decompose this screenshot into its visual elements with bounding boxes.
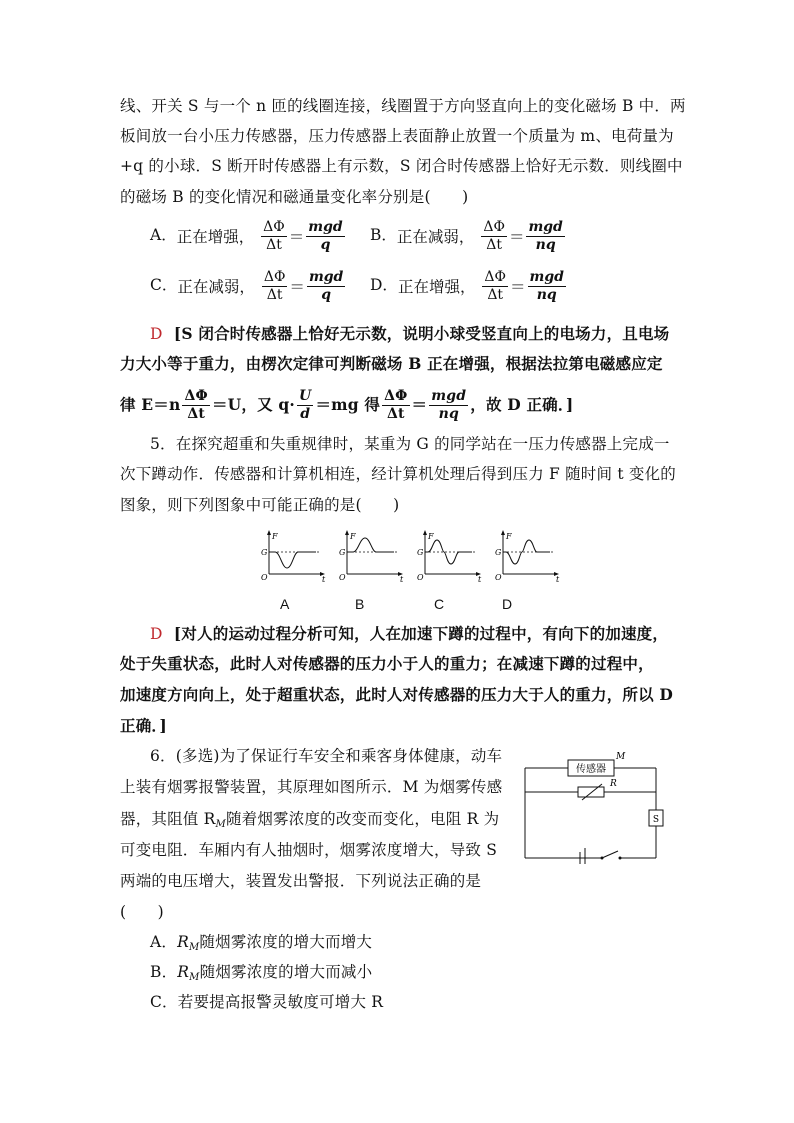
text-seg: ，故 D 正确．] <box>470 395 574 414</box>
q5-stem-line-2: 次下蹲动作．传感器和计算机相连，经计算机处理后得到压力 F 随时间 t 变化的 <box>120 465 676 483</box>
q6-stem-line-6: ( ) <box>120 903 164 921</box>
fraction-mgd-nq: $\frac{\text{mgd}}{nq}$ <box>431 387 467 422</box>
q6-option-c <box>150 992 383 1012</box>
axis-o-label: O <box>339 573 346 582</box>
axis-f-label: F <box>350 532 356 541</box>
q5-graphs <box>258 528 558 586</box>
axis-f-label: F <box>506 532 512 541</box>
label-r: R <box>610 779 617 789</box>
fraction-u-d: $\frac{U}{d}$ <box>299 387 312 422</box>
variable-resistor-r <box>578 787 604 797</box>
option-letter: B． <box>370 226 397 245</box>
option-text: 随烟雾浓度的增大而减小 <box>199 963 373 981</box>
q6-option-b <box>150 962 372 988</box>
axis-f-label: F <box>428 532 434 541</box>
option-letter: D． <box>370 276 398 295</box>
fraction-rhs: $\frac{\text{mgd}}{nq}$ <box>528 219 563 253</box>
q4-option-d: D．正在增强， $\frac{\Delta\Phi}{\Delta t}$ ＝ $\frac{\text{mgd}}{nq}$ <box>370 269 564 303</box>
fraction-rhs: $\frac{\text{mgd}}{q}$ <box>308 219 343 253</box>
axis-o-label: O <box>261 573 268 582</box>
q5-stem-line-3: 图象，则下列图象中可能正确的是( ) <box>120 496 400 514</box>
symbol-r: R <box>177 933 189 951</box>
fraction-phi-2: $\frac{\Delta\Phi}{\Delta t}$ <box>384 387 408 422</box>
q4-option-c: C．正在减弱， $\frac{\Delta\Phi}{\Delta t}$ ＝ $\frac{\text{mgd}}{q}$ <box>150 269 344 303</box>
graph-label-d: D <box>502 596 513 612</box>
axis-f-label: F <box>272 532 278 541</box>
q4-explanation-line-3: 律 E＝n $\frac{\Delta\Phi}{\Delta t}$ ＝U，又 q· $\frac{U}{d}$ ＝mg 得 $\frac{\Delta\Phi}{\Delta t}$ ＝ $\frac{\text{mgd}}{nq}$ ，故 D 正确．] <box>120 384 573 425</box>
graph-a <box>261 530 326 584</box>
q6-stem-line-2: 上装有烟雾报警装置，其原理如图所示．M 为烟雾传感 <box>120 778 503 796</box>
q5-explanation-line-3: 加速度方向向上，处于超重状态，此时人对传感器的压力大于人的重力，所以 D <box>120 685 674 704</box>
option-letter: A． <box>150 226 177 245</box>
q6-option-a <box>150 932 372 958</box>
q4-option-a: A．正在增强， $\frac{\Delta\Phi}{\Delta t}$ ＝ $\frac{\text{mgd}}{q}$ <box>150 219 343 253</box>
option-text: 随烟雾浓度的增大而增大 <box>199 933 373 951</box>
q5-explanation-text-1: [对人的运动过程分析可知，人在加速下蹲的过程中，有向下的加速度， <box>173 624 669 643</box>
label-s: S <box>652 815 660 825</box>
option-letter: C． <box>150 993 178 1011</box>
axis-g-label: G <box>261 548 268 557</box>
option-text: 若要提高报警灵敏度可增大 R <box>177 993 384 1011</box>
text-seg: ＝U，又 q· <box>211 395 296 414</box>
q6-stem-line-4: 可变电阻．车厢内有人抽烟时，烟雾浓度增大，导致 S <box>120 841 498 859</box>
q4-explanation-line-1 <box>150 324 669 344</box>
text-seg: 律 E＝n <box>120 395 181 414</box>
option-letter: A． <box>150 933 178 951</box>
option-text: 正在减弱， <box>177 278 255 297</box>
q5-answer-letter: D <box>150 625 163 643</box>
fraction-rhs: $\frac{\text{mgd}}{q}$ <box>308 269 344 303</box>
graph-label-c: C <box>434 596 445 612</box>
q6-circuit-diagram <box>520 748 670 864</box>
symbol-r: R <box>177 963 190 981</box>
q4-explanation-line-2: 力大小等于重力，由楞次定律可判断磁场 B 正在增强，根据法拉第电磁感应定 <box>120 354 663 373</box>
subscript-m: M <box>188 942 200 953</box>
label-m: M <box>616 752 626 762</box>
axis-t-label: t <box>556 575 560 584</box>
fraction-lhs: $\frac{\Delta\Phi}{\Delta t}$ <box>483 219 505 253</box>
fraction-lhs: $\frac{\Delta\Phi}{\Delta t}$ <box>263 269 286 303</box>
subscript-m: M <box>215 819 226 830</box>
q6-stem-line-3 <box>120 809 499 835</box>
axis-g-label: G <box>495 548 502 557</box>
q4-stem-line-4: 的磁场 B 的变化情况和磁通量变化率分别是( ) <box>120 188 469 206</box>
sensor-label: 传感器 <box>576 764 606 775</box>
axis-o-label: O <box>417 573 424 582</box>
text-seg: 器，其阻值 R <box>120 810 216 828</box>
graph-c <box>417 530 482 584</box>
q5-explanation-line-4: 正确．] <box>120 716 167 735</box>
q4-stem-line-2: 板间放一台小压力传感器，压力传感器上表面静止放置一个质量为 m、电荷量为 <box>120 127 674 145</box>
axis-t-label: t <box>322 575 326 584</box>
q4-explanation-text-1: [S 闭合时传感器上恰好无示数，说明小球受竖直向上的电场力，且电场 <box>173 324 670 343</box>
axis-g-label: G <box>339 548 346 557</box>
q4-option-b: B．正在减弱， $\frac{\Delta\Phi}{\Delta t}$ ＝ $\frac{\text{mgd}}{nq}$ <box>370 219 563 253</box>
q6-stem-line-5: 两端的电压增大，装置发出警报．下列说法正确的是 <box>120 872 482 890</box>
fraction-rhs: $\frac{\text{mgd}}{nq}$ <box>529 269 564 303</box>
q5-explanation-line-1 <box>150 624 668 644</box>
option-text: 正在增强， <box>176 228 255 247</box>
q4-stem-line-3: +q 的小球．S 断开时传感器上有示数，S 闭合时传感器上恰好无示数．则线圈中 <box>120 157 683 175</box>
axis-o-label: O <box>495 573 502 582</box>
q4-stem-line-1: 线、开关 S 与一个 n 匝的线圈连接，线圈置于方向竖直向上的变化磁场 B 中．两 <box>120 97 686 115</box>
switch-icon <box>602 851 618 858</box>
graph-d <box>495 530 560 584</box>
option-text: 正在增强， <box>397 278 476 297</box>
q4-answer-letter: D <box>150 325 163 343</box>
text-seg: 随着烟雾浓度的改变而变化，电阻 R 为 <box>225 810 500 828</box>
option-letter: B． <box>150 963 178 981</box>
subscript-m: M <box>189 972 200 983</box>
axis-g-label: G <box>417 548 424 557</box>
fraction-phi: $\frac{\Delta\Phi}{\Delta t}$ <box>184 387 208 422</box>
fraction-lhs: $\frac{\Delta\Phi}{\Delta t}$ <box>484 269 506 303</box>
fraction-lhs: $\frac{\Delta\Phi}{\Delta t}$ <box>263 219 285 253</box>
graph-b <box>339 530 404 584</box>
q6-stem-line-1: 6．(多选)为了保证行车安全和乘客身体健康，动车 <box>150 747 503 765</box>
text-seg: ＝mg 得 <box>315 395 381 414</box>
option-text: 正在减弱， <box>396 228 475 247</box>
graph-label-b: B <box>355 596 365 612</box>
graph-label-a: A <box>280 596 290 612</box>
axis-t-label: t <box>478 575 482 584</box>
option-letter: C． <box>150 276 178 295</box>
q5-explanation-line-2: 处于失重状态，此时人对传感器的压力小于人的重力；在减速下蹲的过程中， <box>120 654 654 673</box>
q5-stem-line-1: 5．在探究超重和失重规律时，某重为 G 的同学站在一压力传感器上完成一 <box>150 435 670 453</box>
axis-t-label: t <box>400 575 404 584</box>
